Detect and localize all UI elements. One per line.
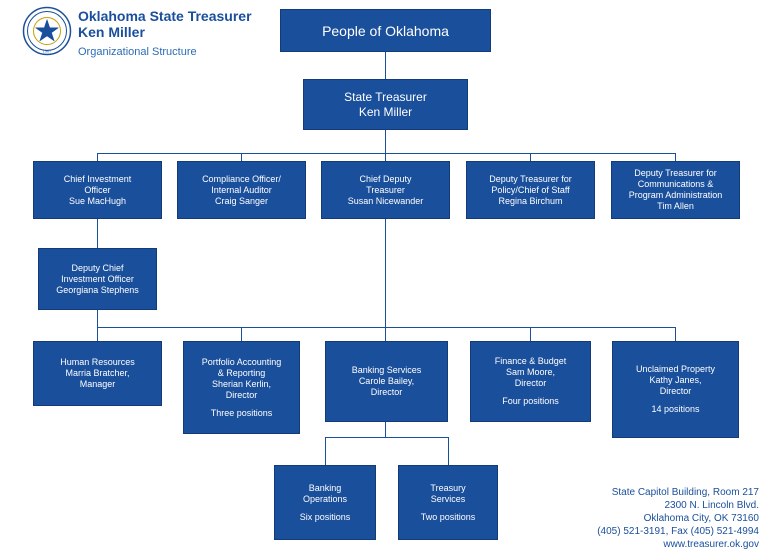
node-bankingservices-line2: Carole Bailey, xyxy=(358,376,415,386)
node-deputycio-line2: Investment Officer xyxy=(61,273,134,284)
node-treasuryservices-line2: Services xyxy=(430,493,466,504)
footer-line3: Oklahoma City, OK 73160 xyxy=(643,513,759,524)
node-deputycomm-line2: Communications & xyxy=(637,179,714,189)
title-block xyxy=(78,8,288,59)
node-deputy-treasurer-policy[interactable] xyxy=(466,161,595,219)
connector-bus-bankingservices xyxy=(385,327,386,341)
node-deputypolicy-line2: Policy/Chief of Staff xyxy=(491,184,570,195)
node-cio-line2: Officer xyxy=(84,184,111,195)
node-bankingops-line1: Banking xyxy=(308,482,342,493)
node-finance-line2: Sam Moore, xyxy=(505,367,556,377)
node-bankingservices-line1: Banking Services xyxy=(351,365,422,375)
node-bankingops-line2: Operations xyxy=(302,493,348,504)
node-portfolio-line1: Portfolio Accounting xyxy=(201,356,282,367)
node-deputycomm-line3: Program Administration xyxy=(628,190,723,200)
node-finance-count: Four positions xyxy=(502,396,559,406)
node-treasurer-line2: Ken Miller xyxy=(358,104,413,119)
connector-bus-unclaimed xyxy=(675,327,676,341)
node-deputycio-line3: Georgiana Stephens xyxy=(56,284,139,295)
node-cio-line1: Chief Investment xyxy=(63,173,132,184)
node-finance-budget[interactable] xyxy=(470,341,591,422)
node-deputy-chief-investment-officer[interactable] xyxy=(38,248,157,310)
node-portfolio-line2: & Reporting xyxy=(217,367,266,378)
node-human-resources[interactable] xyxy=(33,341,162,406)
node-cio-line3: Sue MacHugh xyxy=(68,195,127,206)
node-portfolio-accounting[interactable] xyxy=(183,341,300,434)
connector-bus-deputycomm xyxy=(675,153,676,161)
svg-text:1907: 1907 xyxy=(42,48,52,54)
node-treasuryservices-line1: Treasury xyxy=(430,482,466,493)
node-compliance-line1: Compliance Officer/ xyxy=(202,173,281,184)
connector-bus-cio xyxy=(97,153,98,161)
node-hr-line2: Marria Bratcher, xyxy=(65,368,130,378)
footer-line1: State Capitol Building, Room 217 xyxy=(611,487,759,498)
node-unclaimed-line2: Kathy Janes, xyxy=(649,375,702,385)
node-portfolio-line3: Sherian Kerlin, xyxy=(211,378,272,389)
connector-bus-chiefdeputy xyxy=(385,153,386,161)
node-state-treasurer[interactable] xyxy=(303,79,468,130)
connector-tier2-bus xyxy=(97,327,675,328)
node-chiefdeputy-line1: Chief Deputy xyxy=(359,173,412,184)
node-people-title: People of Oklahoma xyxy=(322,22,449,39)
node-chief-deputy-treasurer[interactable] xyxy=(321,161,450,219)
node-banking-services[interactable] xyxy=(325,341,448,422)
node-chief-investment-officer[interactable] xyxy=(33,161,162,219)
node-bankingservices-line3: Director xyxy=(370,387,403,397)
connector-bankingservices-bus xyxy=(385,422,386,437)
node-finance-line3: Director xyxy=(514,378,547,388)
node-bankingops-count: Six positions xyxy=(299,511,351,522)
node-treasury-services[interactable] xyxy=(398,465,498,540)
org-title-line2: Ken Miller xyxy=(78,24,145,40)
node-deputycomm-line4: Tim Allen xyxy=(657,201,694,211)
node-people-of-oklahoma[interactable] xyxy=(280,9,491,52)
connector-bus-deputypolicy xyxy=(530,153,531,161)
connector-cio-deputycio xyxy=(97,219,98,248)
connector-tier1-bus xyxy=(97,153,675,154)
node-deputycomm-line1: Deputy Treasurer for xyxy=(634,168,717,178)
node-compliance-line2: Internal Auditor xyxy=(211,184,272,195)
node-portfolio-line4: Director xyxy=(225,389,258,400)
node-compliance-line3: Craig Sanger xyxy=(214,195,269,206)
node-hr-line1: Human Resources xyxy=(60,357,135,367)
connector-bus-finance xyxy=(530,327,531,341)
footer-website[interactable]: www.treasurer.ok.gov xyxy=(663,539,759,550)
node-deputypolicy-line1: Deputy Treasurer for xyxy=(489,173,572,184)
header xyxy=(10,4,280,66)
state-seal-icon xyxy=(22,6,72,56)
node-deputy-treasurer-communications[interactable] xyxy=(611,161,740,219)
node-unclaimed-line1: Unclaimed Property xyxy=(635,364,716,374)
footer-line2: 2300 N. Lincoln Blvd. xyxy=(664,500,759,511)
connector-bus-treasuryservices xyxy=(448,437,449,465)
node-treasuryservices-count: Two positions xyxy=(420,511,476,522)
node-deputycio-line1: Deputy Chief xyxy=(71,262,124,273)
connector-treasurer-bus xyxy=(385,130,386,153)
node-unclaimed-count: 14 positions xyxy=(651,404,700,414)
connector-chiefdeputy-down xyxy=(385,219,386,327)
org-title xyxy=(78,8,288,40)
node-deputypolicy-line3: Regina Birchum xyxy=(498,195,563,206)
node-portfolio-count: Three positions xyxy=(210,407,273,418)
connector-bus-bankingops xyxy=(325,437,326,465)
connector-people-treasurer xyxy=(385,52,386,79)
footer-address xyxy=(597,486,759,551)
connector-bus-compliance xyxy=(241,153,242,161)
node-unclaimed-property[interactable] xyxy=(612,341,739,438)
node-chiefdeputy-line3: Susan Nicewander xyxy=(347,195,424,206)
connector-tier3-bus xyxy=(325,437,448,438)
node-finance-line1: Finance & Budget xyxy=(494,356,567,366)
connector-deputycio-bus xyxy=(97,310,98,327)
node-hr-line3: Manager xyxy=(79,379,116,389)
node-treasurer-line1: State Treasurer xyxy=(344,89,427,104)
node-banking-operations[interactable] xyxy=(274,465,376,540)
footer-line4: (405) 521-3191, Fax (405) 521-4994 xyxy=(597,526,759,537)
org-subtitle: Organizational Structure xyxy=(78,46,197,58)
node-unclaimed-line3: Director xyxy=(659,386,692,396)
org-title-line1: Oklahoma State Treasurer xyxy=(78,8,252,24)
connector-bus-hr xyxy=(97,327,98,341)
connector-bus-portfolio xyxy=(241,327,242,341)
node-chiefdeputy-line2: Treasurer xyxy=(366,184,405,195)
node-compliance-officer[interactable] xyxy=(177,161,306,219)
